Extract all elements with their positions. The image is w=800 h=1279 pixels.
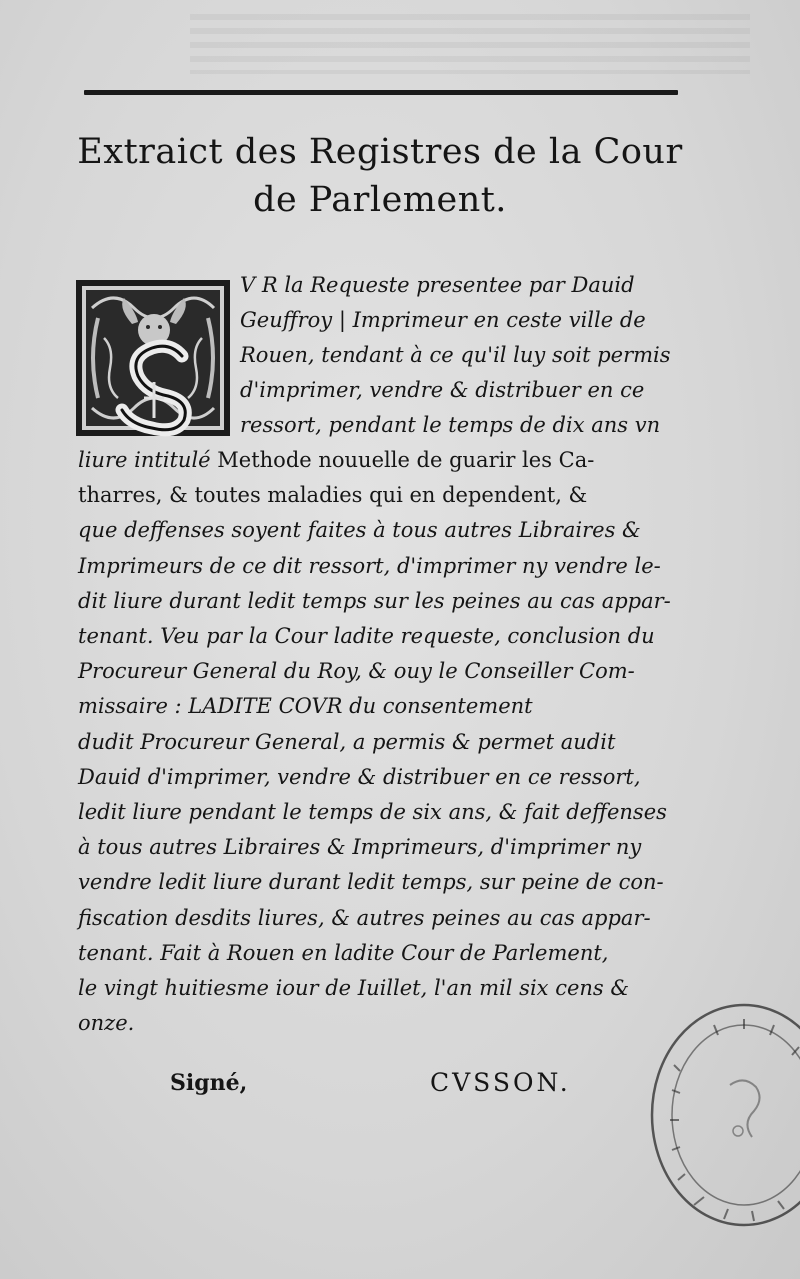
body-line: à tous autres Libraires & Imprimeurs, d'imprimer ny	[78, 835, 642, 860]
body-line: ledit liure pendant le temps de six ans, & fait deffenses	[78, 800, 667, 825]
opening-line: ressort, pendant le temps de dix ans vn	[240, 413, 661, 437]
body-paragraph	[78, 443, 702, 1041]
opening-line: V R la Requeste presentee par Dauid	[240, 273, 635, 297]
body-line: missaire : LADITE COVR du consentement	[78, 694, 533, 719]
body-line: fiscation desdits liures, & autres peines au cas appar-	[78, 905, 651, 930]
opening-line: d'imprimer, vendre & distribuer en ce	[240, 378, 645, 402]
show-through-text	[190, 14, 750, 74]
body-line: Imprimeurs de ce dit ressort, d'imprimer ny vendre le-	[78, 553, 661, 578]
body-line: le vingt huitiesme iour de Iuillet, l'an mil six cens &	[78, 976, 630, 1001]
body-line: onze.	[78, 1011, 135, 1036]
opening-line: Rouen, tendant à ce qu'il luy soit permis	[240, 343, 671, 367]
opening-line: Geuffroy | Imprimeur en ceste ville de	[240, 308, 646, 332]
title-line-2: de Parlement.	[253, 180, 507, 220]
opening-paragraph	[240, 268, 696, 443]
body-line: tharres, & toutes maladies qui en dependent, &	[78, 483, 588, 508]
body-line: dit liure durant ledit temps sur les peines au cas appar-	[78, 588, 671, 613]
body-line: liure intitulé Methode nouuelle de guarir les Ca-	[78, 448, 595, 472]
signature-label: Signé,	[170, 1070, 248, 1096]
header-rule	[84, 90, 678, 95]
body-line: que deffenses soyent faites à tous autres Libraires &	[78, 518, 641, 543]
body-line: tenant. Veu par la Cour ladite requeste, conclusion du	[78, 624, 655, 649]
body-line: vendre ledit liure durant ledit temps, sur peine de con-	[78, 870, 664, 895]
ornamental-initial-s-icon	[74, 278, 232, 438]
body-line: Dauid d'imprimer, vendre & distribuer en ce ressort,	[78, 764, 641, 789]
title-line-1: Extraict des Registres de la Cour	[77, 132, 683, 172]
body-line: tenant. Fait à Rouen en ladite Cour de Parlement,	[78, 940, 609, 965]
signature-name: CVSSON.	[430, 1068, 571, 1097]
body-line: Procureur General du Roy, & ouy le Conseiller Com-	[78, 659, 635, 684]
body-line: dudit Procureur General, a permis & permet audit	[78, 729, 616, 754]
document-title	[60, 128, 700, 224]
library-stamp-icon	[634, 995, 800, 1235]
